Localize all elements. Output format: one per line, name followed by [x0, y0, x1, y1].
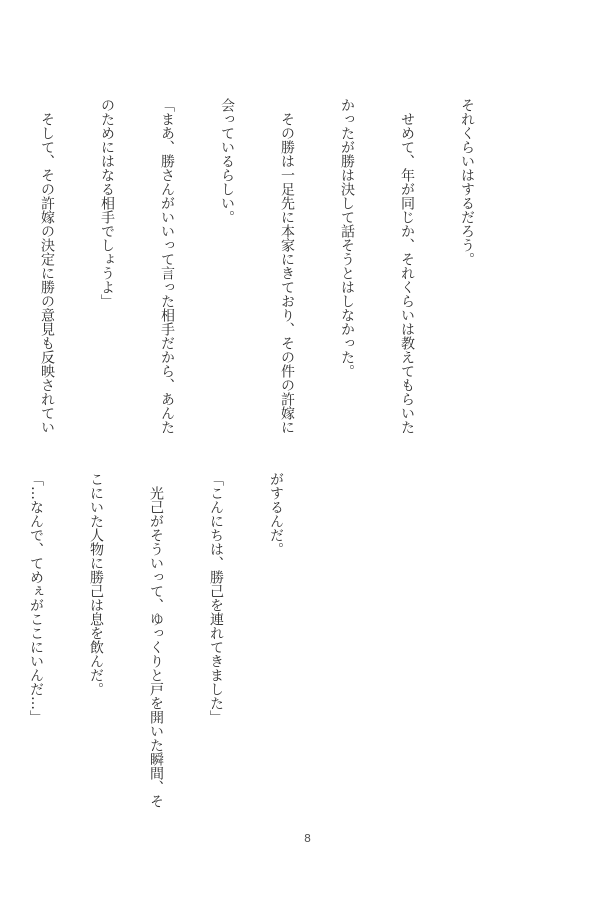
text-line: 光己がそういって、ゆっくりと戸を開いた瞬間、そ [148, 472, 164, 808]
text-line: のためにはなる相手でしょうよ」 [99, 98, 115, 308]
text-line: そして、その許嫁の決定に勝の意見も反映されてい [39, 98, 55, 434]
text-line: せめて、年が同じか、それくらいは教えてもらいた [399, 98, 415, 434]
text-line: その勝は一足先に本家にきており、その件の許嫁に [279, 98, 295, 434]
text-line: がするんだ。 [268, 472, 284, 556]
main-text-bottom [0, 472, 326, 842]
page-number: 8 [304, 832, 311, 845]
text-line: 「…なんで、てめぇがここにいんだ…」 [28, 472, 44, 724]
text-line: 「まあ、勝さんがいいって言った相手だから、あんた [159, 98, 175, 434]
text-line: それくらいはするだろう。 [459, 98, 475, 266]
text-line: こにいた人物に勝己は息を飲んだ。 [88, 472, 104, 696]
text-line: かったが勝は決して話そうとはしなかった。 [339, 98, 355, 378]
main-text-top [0, 98, 517, 468]
text-line: 会っているらしい。 [219, 98, 235, 224]
text-line: 「こんにちは、勝己を連れてきました」 [208, 472, 224, 724]
